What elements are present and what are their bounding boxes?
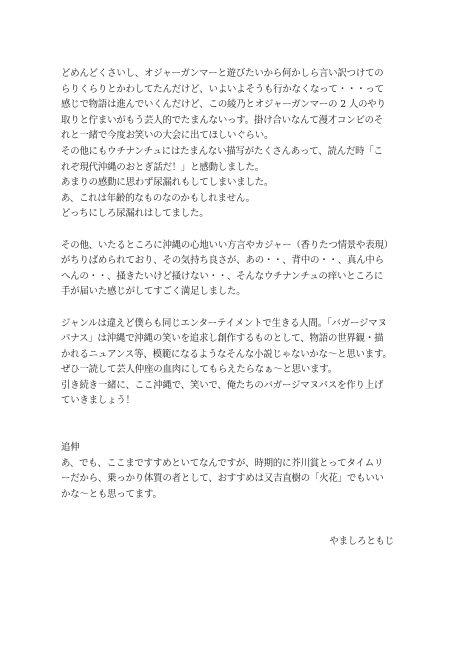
text-line: その他にもウチナンチュにはたまんない描写がたくさんあって、読んだ時「こ (61, 145, 383, 157)
text-line: がちりばめられており、その気持ち良さが、あの・・、背中の・・、真ん中ら (61, 255, 384, 267)
paragraph-spacer (61, 409, 416, 425)
text-line: パナス」は沖縄で沖縄の笑いを追求し創作するものとして、物語の世界観・描 (61, 333, 384, 345)
paragraph-spacer (61, 425, 416, 441)
text-line: あ、でも、ここまですすめといてなんですが、時期的に芥川賞とってタイムリ (61, 457, 384, 469)
postscript-heading: 追伸 (61, 442, 80, 454)
author-signature: やましろともじ (329, 536, 394, 547)
paragraph-3 (61, 316, 416, 410)
text-line: あ、これは年齢的なものなのかもしれません。 (61, 192, 255, 204)
text-line: かれるニュアンス等、模範になるようなそんな小説じゃないかな～と思います。 (61, 348, 392, 360)
text-line: どめんどくさいし、オジャーガンマーと遊びたいから何かしら言い訳つけての (61, 68, 384, 79)
text-line: ていきましょう！ (61, 395, 135, 407)
text-line: かな～とも思ってます。 (61, 489, 162, 501)
text-line: ーだから、乗っかり体質の者として、おすすめは又吉直樹の「火花」でもいい (61, 473, 384, 485)
text-line: ジャンルは違えど僕らも同じエンターテイメントで生きる人間。「バガージマヌ (61, 317, 387, 329)
text-line: 手が届いた感じがしてすごく満足しました。 (61, 286, 246, 298)
text-line: その他、いたるところに沖縄の心地いい方言やカジャー（香りたつ情景や表現） (61, 239, 393, 251)
text-line: 引き続き一緒に、ここ沖縄で、笑いで、俺たちのバガージマヌパスを作り上げ (61, 379, 384, 391)
text-line: ぜひ一読して芸人仲座の血肉にしてもらえたらなぁ～と思います。 (61, 364, 338, 376)
text-line: どっちにしろ尿漏れはしてました。 (61, 208, 209, 220)
postscript (61, 440, 416, 502)
paragraph-1 (61, 66, 416, 222)
text-line: へんの・・、掻きたいけど掻けない・・、そんなウチナンチュの痒いところに (61, 270, 384, 282)
paragraph-2 (61, 238, 416, 300)
paragraph-spacer (61, 300, 416, 316)
text-line: れと一緒で今度お笑いの大会に出てほしいぐらい。 (61, 130, 274, 142)
text-line: あまりの感動に思わず尿漏れもしてしまいました。 (61, 177, 274, 189)
text-line: らりくらりとかわしてたんだけど、いよいよそうも行かなくなって・・・って (61, 83, 384, 95)
text-line: 感じで物語は進んでいくんだけど、この綾乃とオジャーガンマーの 2 人のやり (61, 99, 386, 111)
text-line: れぞ現代沖縄のおとぎ話だ！」と感動しました。 (61, 161, 264, 173)
text-line: 取りと佇まいがもう芸人的でたまんないっす。掛け合いなんて漫才コンビのそ (61, 114, 384, 126)
paragraph-spacer (61, 222, 416, 238)
